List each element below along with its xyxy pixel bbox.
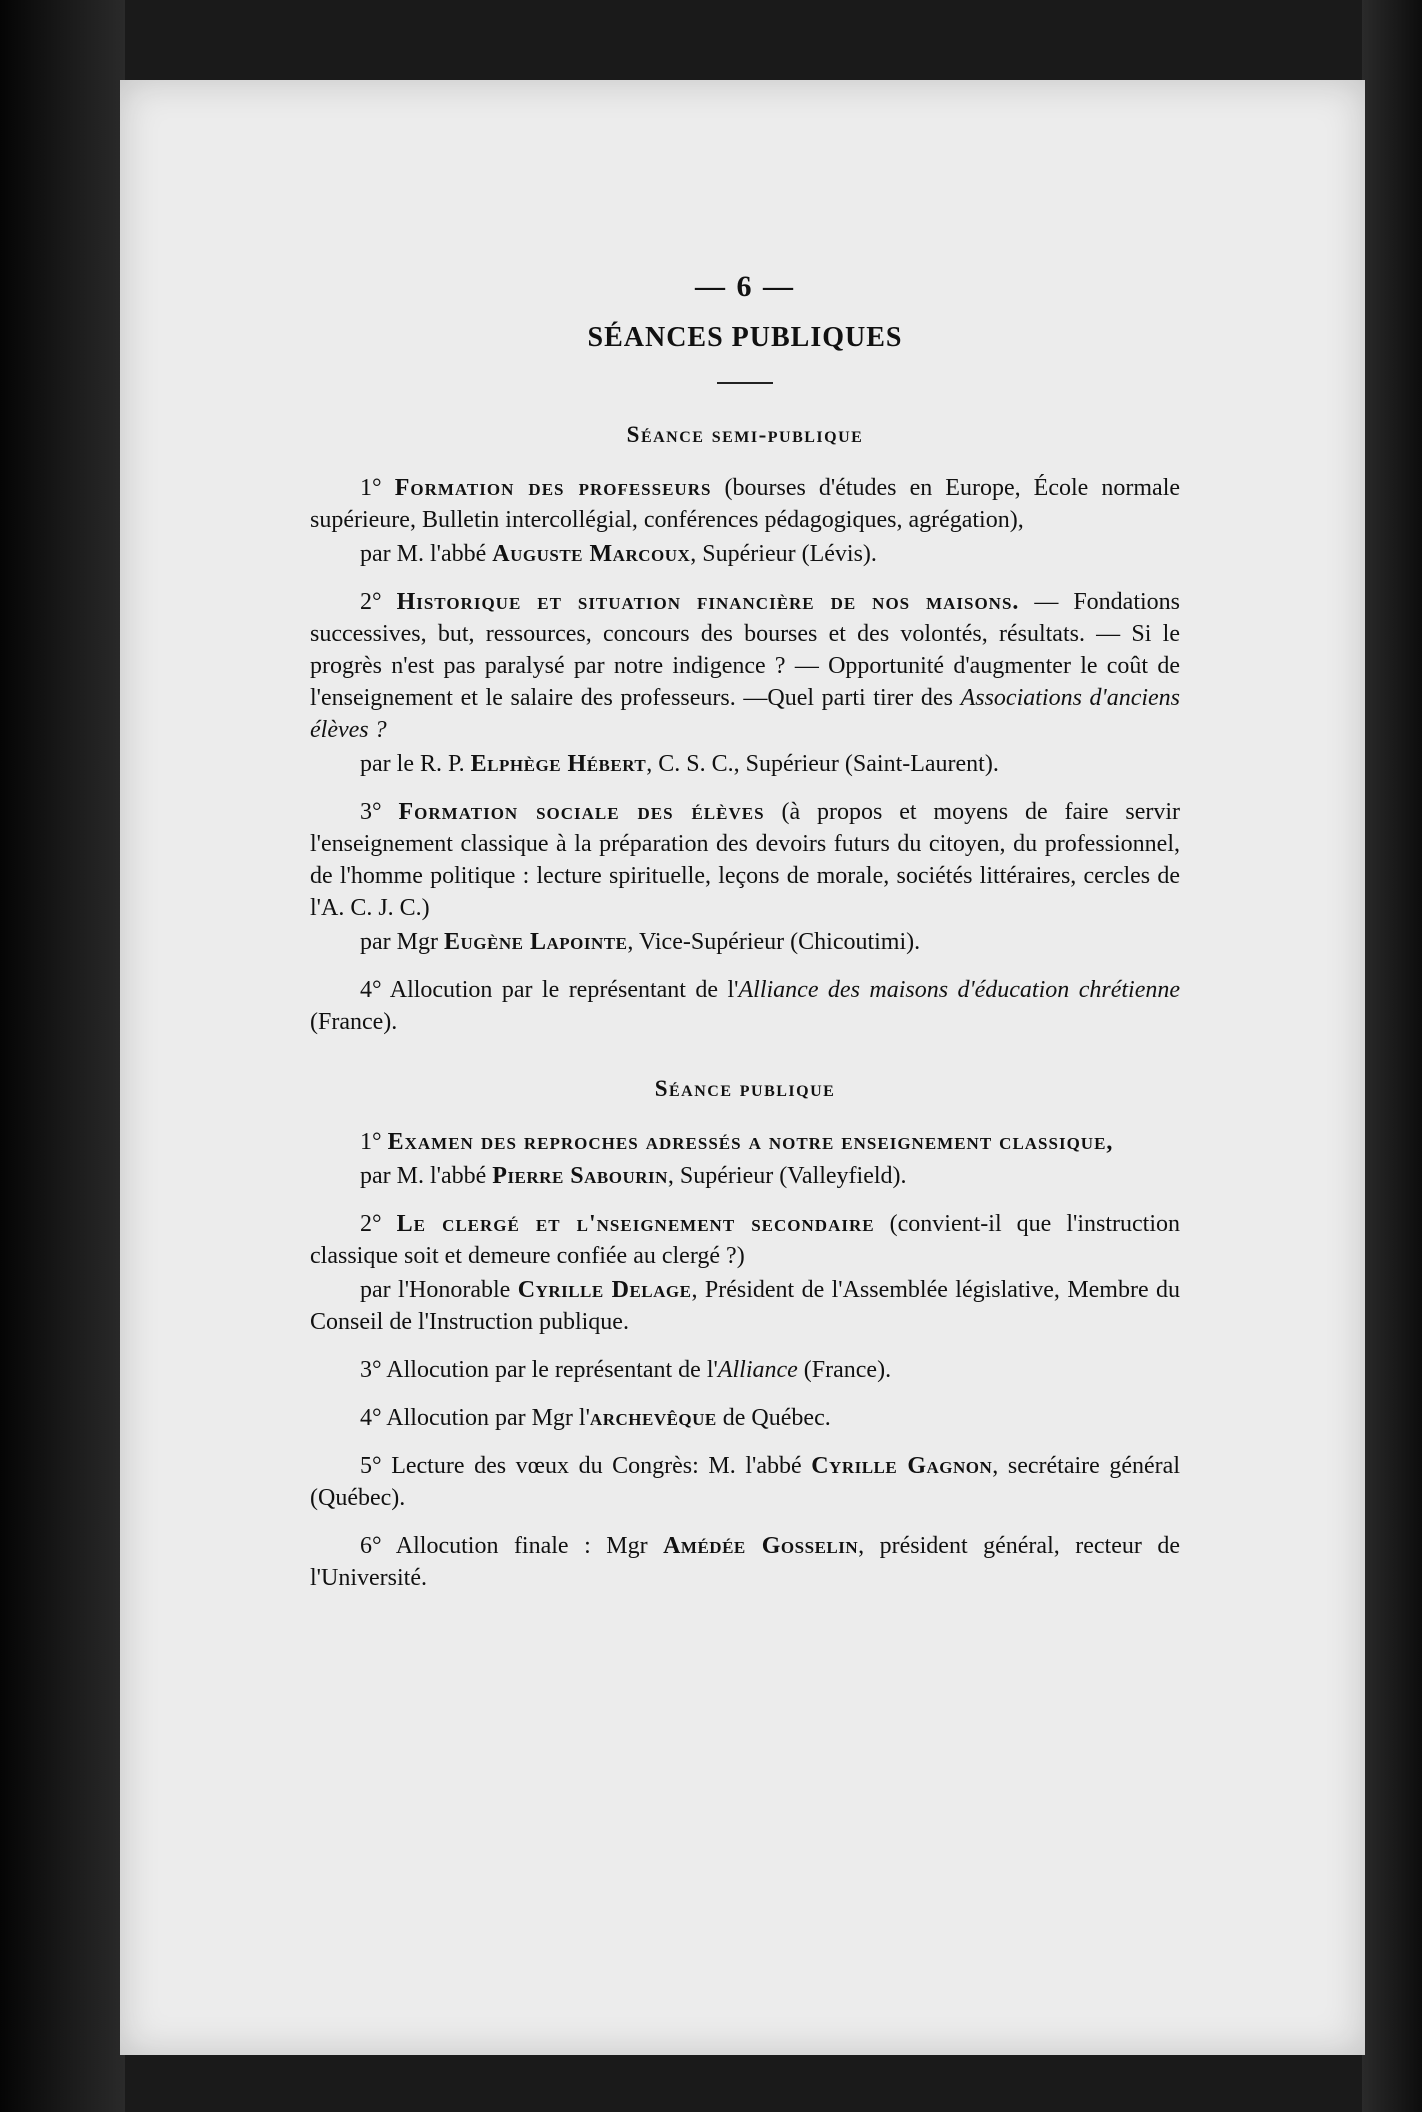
byline-prefix: par l'Honorable	[360, 1277, 518, 1303]
item-body-italic: Associations d'anciens élèves ?	[310, 685, 1181, 743]
byline-prefix: par M. l'abbé	[360, 1163, 493, 1189]
list-item	[310, 586, 1180, 780]
item-number: 3°	[360, 1357, 382, 1383]
byline-prefix: par Mgr	[360, 929, 444, 955]
byline-suffix: , Président de l'Assemblée législative, Membre du Conseil de l'Instruction publique.	[310, 1277, 1181, 1335]
title-rule	[717, 382, 773, 384]
item-body: (convient-il que l'instruction classique soit et demeure confiée au clergé ?)	[310, 1211, 1181, 1269]
item-text-smallcaps: Amédée Gosselin	[663, 1533, 859, 1559]
item-heading: Examen des reproches adressés a notre enseignement classique,	[387, 1129, 1114, 1155]
byline-prefix: par M. l'abbé	[360, 541, 493, 567]
list-item	[310, 1354, 1180, 1386]
byline-suffix: , Vice-Supérieur (Chicoutimi).	[627, 929, 921, 955]
item-text: Allocution par le représentant de l'	[381, 1357, 718, 1383]
item-byline	[310, 1160, 1180, 1192]
item-number: 2°	[360, 589, 382, 615]
item-text-after: (France).	[310, 1009, 398, 1035]
item-body: (bourses d'études en Europe, École normale supérieure, Bulletin intercollégial, conférences pédagogiques, agrégation),	[310, 475, 1181, 533]
scan-border-right	[1362, 0, 1422, 2112]
item-number: 5°	[360, 1453, 382, 1479]
speaker-name: Cyrille Delage	[517, 1277, 692, 1303]
speaker-name: Pierre Sabourin	[492, 1163, 668, 1189]
item-number: 4°	[360, 1405, 382, 1431]
item-number: 1°	[360, 475, 382, 501]
list-item	[310, 1208, 1180, 1338]
item-text-smallcaps: archevêque	[589, 1405, 717, 1431]
list-item	[310, 1402, 1180, 1434]
list-item	[310, 1126, 1180, 1192]
section-title: Séance publique	[654, 1076, 836, 1101]
item-byline	[310, 1274, 1180, 1338]
item-text-after: , secrétaire général (Québec).	[310, 1453, 1180, 1511]
speaker-name: Elphège Hébert	[470, 751, 647, 777]
byline-suffix: , Supérieur (Valleyfield).	[667, 1163, 907, 1189]
speaker-name: Auguste Marcoux	[492, 541, 691, 567]
list-item	[310, 1450, 1180, 1514]
item-number: 1°	[360, 1129, 382, 1155]
item-text-after: de Québec.	[716, 1405, 831, 1431]
item-number: 2°	[360, 1211, 382, 1237]
speaker-name: Eugène Lapointe	[443, 929, 628, 955]
item-body: — Fondations successives, but, ressources, concours des bourses et des volontés, résultats. — Si le progrès n'est pas paralysé par notre indigence ? — Opportunité d'augmenter le coût de l'enseignement et le salaire des professeurs. —Quel parti tirer des	[310, 589, 1180, 711]
item-body: (à propos et moyens de faire servir l'enseignement classique à la préparation des devoirs futurs du citoyen, du professionnel, de l'homme politique : lecture spirituelle, leçons de morale, sociétés littéraires, cercles de l'A. C. J. C.)	[310, 799, 1181, 921]
list-item	[310, 974, 1180, 1038]
list-item	[310, 796, 1180, 958]
document-page	[120, 80, 1365, 2055]
item-text: Lecture des vœux du Congrès: M. l'abbé	[381, 1453, 812, 1479]
item-text-smallcaps: Cyrille Gagnon	[811, 1453, 993, 1479]
byline-suffix: , Supérieur (Lévis).	[690, 541, 877, 567]
item-text-after: (France).	[797, 1357, 892, 1383]
scan-border-left	[0, 0, 125, 2112]
list-item	[310, 1530, 1180, 1594]
byline-suffix: , C. S. C., Supérieur (Saint-Laurent).	[646, 751, 999, 777]
item-heading: Historique et situation financière de nos maisons.	[396, 589, 1020, 615]
section-semi-publique	[310, 422, 1180, 1038]
item-text-italic: Alliance	[717, 1357, 798, 1383]
item-number: 3°	[360, 799, 382, 825]
item-text-italic: Alliance des maisons d'éducation chrétienne	[738, 977, 1181, 1003]
item-text: Allocution par le représentant de l'	[381, 977, 739, 1003]
page-content	[310, 270, 1180, 1632]
byline-prefix: par le R. P.	[360, 751, 471, 777]
item-byline	[310, 538, 1180, 570]
item-number: 4°	[360, 977, 382, 1003]
list-item	[310, 472, 1180, 570]
item-text-after: , président général, recteur de l'Université.	[310, 1533, 1180, 1591]
section-publique	[310, 1076, 1180, 1594]
item-byline	[310, 748, 1180, 780]
page-number: — 6 —	[695, 270, 795, 303]
item-number: 6°	[360, 1533, 382, 1559]
item-text: Allocution finale : Mgr	[381, 1533, 664, 1559]
item-heading: Le clergé et l'nseignement secondaire	[396, 1211, 875, 1237]
item-byline	[310, 926, 1180, 958]
item-heading: Formation des professeurs	[394, 475, 712, 501]
item-text: Allocution par Mgr l'	[381, 1405, 590, 1431]
page-title: SÉANCES PUBLIQUES	[587, 322, 903, 353]
item-heading: Formation sociale des élèves	[398, 799, 765, 825]
section-title: Séance semi-publique	[626, 422, 864, 447]
